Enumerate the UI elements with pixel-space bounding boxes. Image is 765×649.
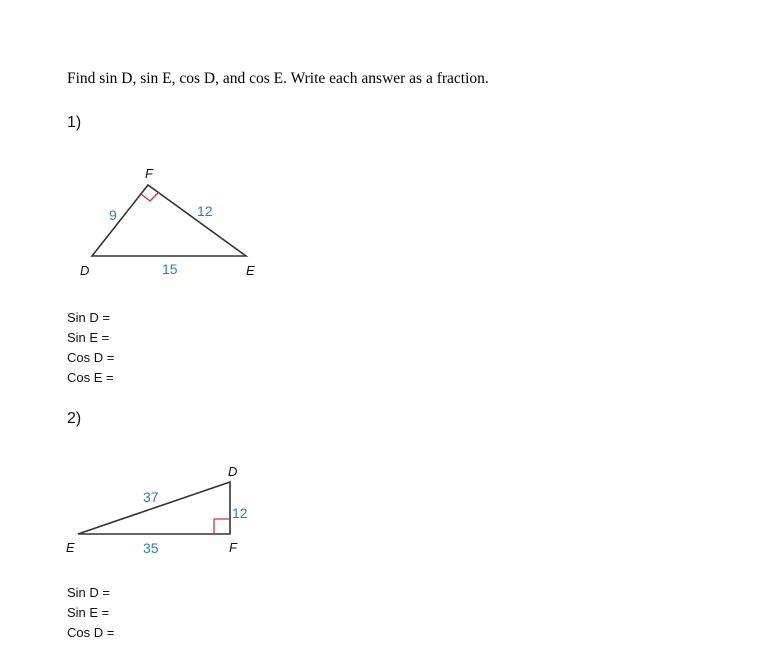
triangle-1-vertex-d: D (80, 263, 90, 278)
triangle-2-side-ef: 35 (143, 540, 159, 556)
answer-line: Sin D = (67, 310, 110, 325)
answer-line: Cos D = (67, 625, 115, 640)
triangle-1-vertex-e: E (246, 263, 255, 278)
answer-line: Cos E = (67, 370, 114, 385)
problem-2-number: 2) (67, 410, 82, 427)
problem-1-number: 1) (67, 114, 82, 131)
triangle-1 (80, 166, 255, 278)
answer-line: Sin E = (67, 605, 110, 620)
problem-2-answers (67, 583, 114, 643)
triangle-1-side-fe: 12 (197, 203, 213, 219)
answer-line: Cos D = (67, 350, 115, 365)
triangle-2-vertex-d: D (228, 464, 238, 479)
answer-line: Sin E = (67, 330, 110, 345)
triangle-2-side-ed: 37 (143, 489, 159, 505)
triangle-1-vertex-f: F (145, 166, 153, 181)
triangle-2-right-angle-mark (214, 519, 230, 534)
triangle-2-vertex-e: E (66, 540, 75, 555)
triangle-2-vertex-f: F (229, 540, 237, 555)
triangle-2-side-df: 12 (232, 505, 248, 521)
triangle-1-right-angle-mark (141, 192, 159, 201)
triangle-1-side-de: 15 (162, 261, 178, 277)
problem-1-answers (67, 308, 114, 388)
instructions-text: Find sin D, sin E, cos D, and cos E. Write each answer as a fraction. (67, 70, 489, 87)
triangle-1-side-df: 9 (109, 207, 117, 223)
triangle-2 (66, 464, 248, 556)
answer-line: Sin D = (67, 585, 110, 600)
